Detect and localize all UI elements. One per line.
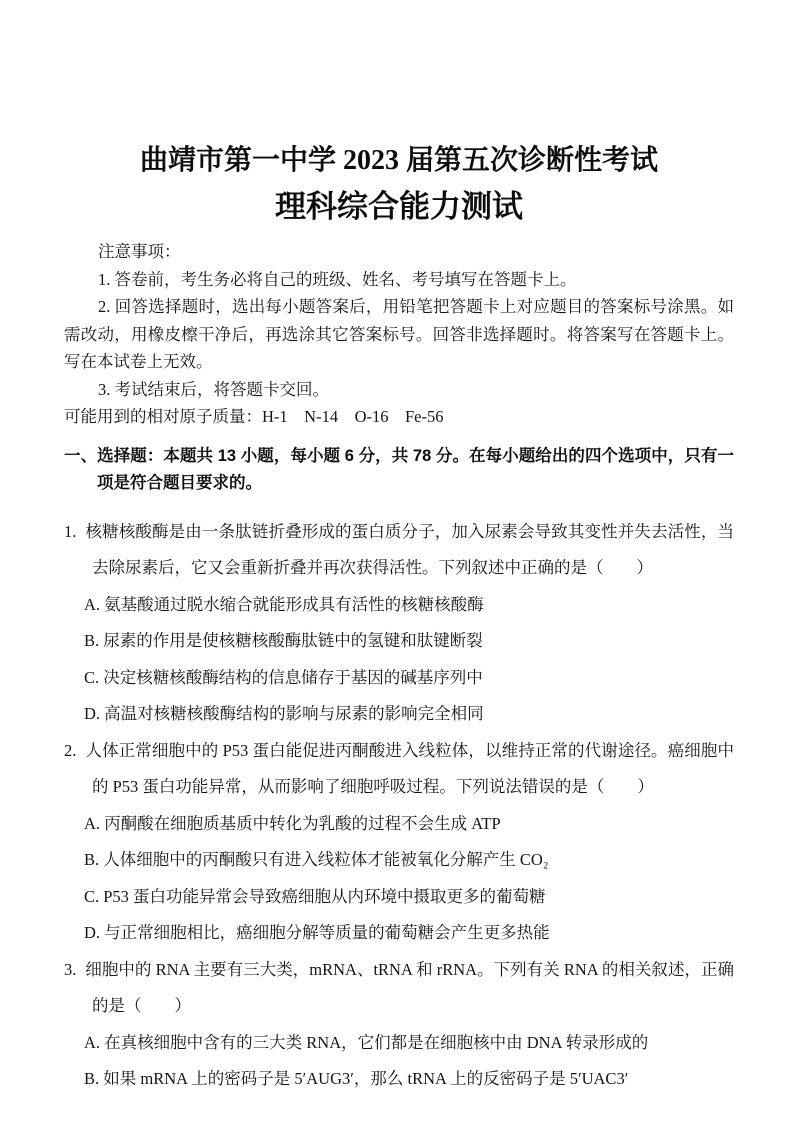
option-item: B. 人体细胞中的丙酮酸只有进入线粒体才能被氧化分解产生 CO₂ (84, 850, 549, 869)
option-item: C. 决定核糖核酸酶结构的信息储存于基因的碱基序列中 (84, 667, 483, 687)
question-stem: 细胞中的 RNA 主要有三大类，mRNA、tRNA 和 rRNA。下列有关 RNA 的相关叙述，正确的是（ ） (85, 959, 734, 1015)
option-list (64, 806, 734, 952)
option-item: D. 高温对核糖核酸酶结构的影响与尿素的影响完全相同 (84, 704, 484, 723)
option-item: A. 丙酮酸在细胞质基质中转化为乳酸的过程不会生成 ATP (84, 813, 501, 833)
question-number: 1. (64, 521, 77, 541)
option-item: D. 与正常细胞相比，癌细胞分解等质量的葡萄糖会产生更多热能 (84, 923, 550, 942)
question-number: 3. (64, 959, 77, 979)
option-item: A. 在真核细胞中含有的三大类 RNA，它们都是在细胞核中由 DNA 转录形成的 (84, 1032, 649, 1052)
option-list (64, 587, 734, 733)
notice-item: 1. 答卷前，考生务必将自己的班级、姓名、考号填写在答题卡上。 (98, 269, 577, 289)
question-block (64, 733, 734, 952)
option-item: A. 氨基酸通过脱水缩合就能形成具有活性的核糖核酸酶 (84, 594, 484, 614)
option-list (64, 1025, 734, 1098)
page-subtitle: 理科综合能力测试 (275, 189, 523, 224)
question-stem-line (64, 952, 734, 1025)
question-stem: 核糖核酸酶是由一条肽链折叠形成的蛋白质分子，加入尿素会导致其变性并失去活性，当去除尿素后，它又会重新折叠并再次获得活性。下列叙述中正确的是（ ） (85, 521, 734, 577)
page-title: 曲靖市第一中学 2023 届第五次诊断性考试 (139, 145, 658, 176)
notice-item: 3. 考试结束后，将答题卡交回。 (98, 379, 329, 399)
question-number: 2. (64, 740, 77, 760)
notice-heading: 注意事项： (98, 242, 181, 261)
option-item: B. 如果 mRNA 上的密码子是 5′AUG3′，那么 tRNA 上的反密码子是 5′UAC3′ (84, 1069, 629, 1088)
atomic-mass-note: 可能用到的相对原子质量：H-1 N-14 O-16 Fe-56 (64, 407, 444, 426)
question-list (64, 514, 734, 1098)
question-stem-line (64, 733, 734, 806)
option-item: C. P53 蛋白功能异常会导致癌细胞从内环境中摄取更多的葡萄糖 (84, 886, 546, 906)
notice-section (64, 238, 734, 431)
option-item: B. 尿素的作用是使核糖核酸酶肽链中的氢键和肽键断裂 (84, 631, 483, 650)
question-block (64, 514, 734, 733)
question-stem-line (64, 514, 734, 587)
question-block (64, 952, 734, 1098)
notice-item: 2. 回答选择题时，选出每小题答案后，用铅笔把答题卡上对应题目的答案标号涂黑。如需改动，用橡皮檫干净后，再选涂其它答案标号。回答非选择题时。将答案写在答题卡上。写在本试卷上无效。 (64, 297, 734, 371)
question-stem: 人体正常细胞中的 P53 蛋白能促进丙酮酸进入线粒体，以维持正常的代谢途径。癌细胞中的 P53 蛋白功能异常，从而影响了细胞呼吸过程。下列说法错误的是（ ） (85, 740, 734, 796)
section-heading: 一、选择题：本题共 13 小题，每小题 6 分，共 78 分。在每小题给出的四个选项中，只有一项是符合题目要求的。 (64, 446, 734, 492)
